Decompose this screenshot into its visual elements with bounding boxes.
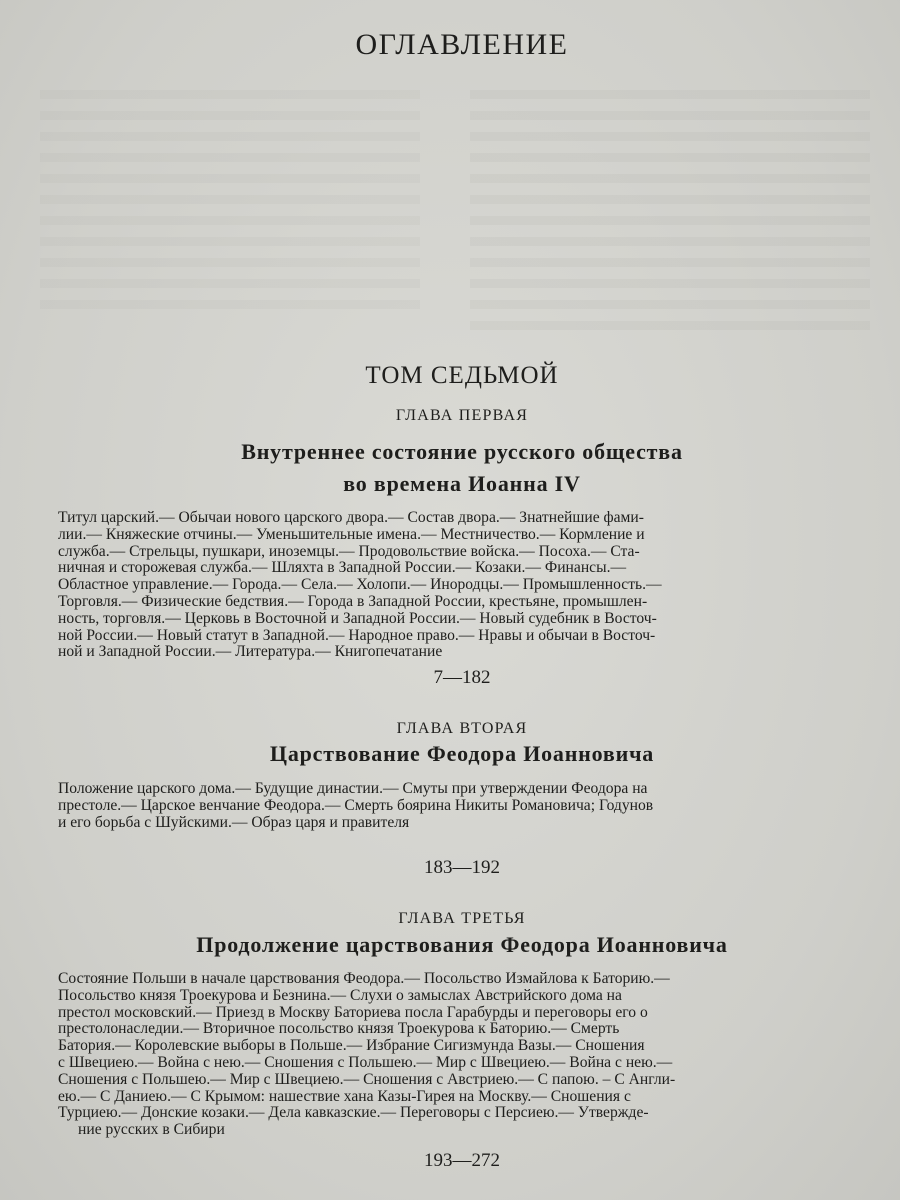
summary-line: Областное управление.— Города.— Села.— Холопи.— Инородцы.— Промышленность.— [58, 576, 662, 594]
summary-line: престолонаследии.— Вторичное посольство князя Троекурова к Баторию.— Смерть [58, 1020, 620, 1038]
volume-title: ТОМ СЕДЬМОЙ [365, 362, 559, 389]
chapter-3-summary [58, 971, 870, 1139]
summary-line: ние русских в Сибири [78, 1121, 225, 1139]
summary-line: лии.— Княжеские отчины.— Уменьшительные имена.— Местничество.— Кормление и [58, 525, 645, 543]
bleed-through-texture-left [40, 90, 420, 310]
chapter-2-heading [52, 738, 872, 770]
chapter-1-pages: 7—182 [433, 667, 491, 688]
summary-line: ею.— С Даниею.— С Крымом: нашествие хана Казы-Гирея на Москву.— Сношения с [58, 1087, 631, 1105]
summary-line: Состояние Польши в начале царствования Феодора.— Посольство Измайлова к Баторию.— [58, 970, 670, 987]
summary-line: ной России.— Новый статут в Западной.— Народное право.— Нравы и обычаи в Восточ- [58, 626, 656, 644]
summary-line: ной и Западной России.— Литература.— Книгопечатание [58, 643, 443, 661]
summary-line: Положение царского дома.— Будущие династии.— Смуты при утверждении Феодора на [58, 780, 648, 797]
chapter-2-pages: 183—192 [424, 857, 500, 878]
bleed-through-texture [470, 90, 870, 330]
contents-title: ОГЛАВЛЕНИЕ [355, 28, 569, 61]
summary-line: Посольство князя Троекурова и Безнина.— Слухи о замыслах Австрийского дома на [58, 986, 622, 1004]
chapter-1-summary [58, 510, 870, 661]
summary-line: Сношения с Польшею.— Мир с Швециею.— Сношения с Австриею.— С папою. – С Англи- [58, 1070, 676, 1088]
chapter-1-heading-line: во времена Иоанна IV [343, 471, 581, 496]
summary-line: и его борьба с Шуйскими.— Образ царя и правителя [58, 813, 410, 831]
chapter-3-heading-line: Продолжение царствования Феодора Иоанновича [196, 932, 728, 957]
summary-line: Турциею.— Донские козаки.— Дела кавказские.— Переговоры с Персиею.— Утвержде- [58, 1104, 649, 1122]
summary-line: ность, торговля.— Церковь в Восточной и Западной России.— Новый судебник в Восточ- [58, 609, 657, 627]
summary-line: с Швециею.— Война с нею.— Сношения с Польшею.— Мир с Швециею.— Война с нею.— [58, 1053, 673, 1071]
summary-line: служба.— Стрельцы, пушкари, иноземцы.— Продовольствие войска.— Посоха.— Ста- [58, 542, 640, 560]
chapter-2-label: ГЛАВА ВТОРАЯ [396, 720, 528, 737]
chapter-1-label: ГЛАВА ПЕРВАЯ [395, 407, 529, 424]
chapter-2-heading-line: Царствование Феодора Иоанновича [269, 741, 655, 766]
summary-line: престоле.— Царское венчание Феодора.— Смерть боярина Никиты Романовича; Годунов [58, 796, 654, 814]
summary-line: ничная и сторожевая служба.— Шляхта в Западной России.— Козаки.— Финансы.— [58, 559, 627, 577]
summary-line: престол московский.— Приезд в Москву Баториева посла Гарабурды и переговоры его о [58, 1003, 648, 1021]
summary-line: Торговля.— Физические бедствия.— Города в Западной России, крестьяне, промышлен- [58, 592, 648, 610]
chapter-2-summary [58, 781, 870, 831]
chapter-3-label: ГЛАВА ТРЕТЬЯ [398, 910, 526, 927]
chapter-1-heading [52, 436, 872, 500]
chapter-1-heading-line: Внутреннее состояние русского общества [241, 439, 683, 464]
chapter-3-heading [52, 929, 872, 961]
summary-line: Батория.— Королевские выборы в Польше.— Избрание Сигизмунда Вазы.— Сношения [58, 1037, 645, 1055]
chapter-3-pages: 193—272 [424, 1150, 500, 1171]
summary-line: Титул царский.— Обычаи нового царского двора.— Состав двора.— Знатнейшие фами- [58, 509, 644, 526]
